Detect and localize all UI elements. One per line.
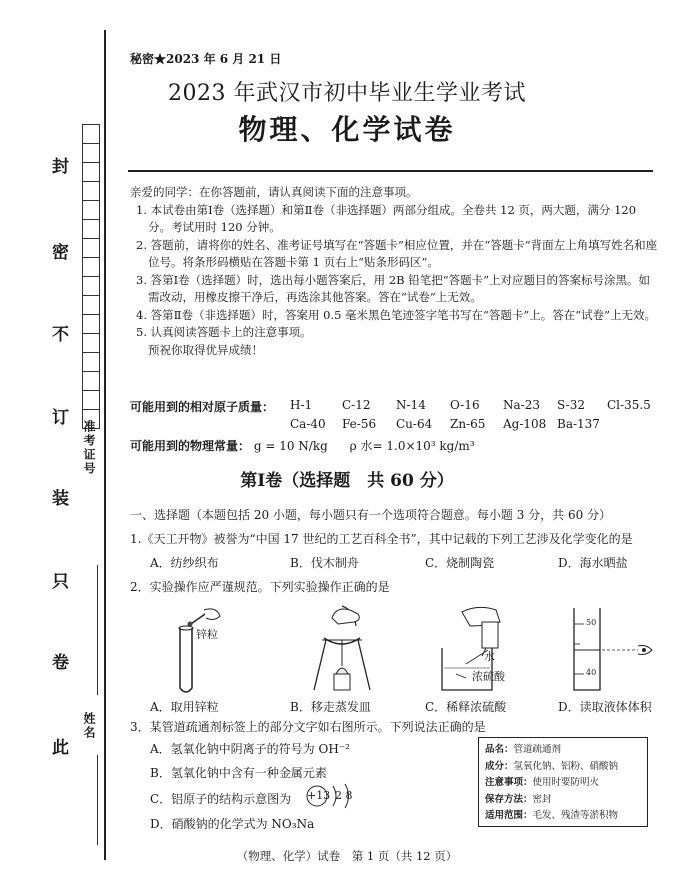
q2-option-a[interactable]: A．取用锌粒 [150, 700, 219, 714]
atomic-mass-value: Na-23 [503, 398, 540, 412]
atomic-mass-label: 可能用到的相对原子质量： [130, 400, 275, 414]
notice-block [130, 184, 660, 359]
notice-wish: 预祝你取得优异成绩！ [148, 342, 263, 357]
name-underline[interactable] [97, 565, 98, 695]
binding-char: 只 [52, 572, 69, 592]
q3-option-c[interactable]: C．铝原子的结构示意图为 [150, 792, 292, 806]
product-label-card [478, 737, 648, 827]
binding-char: 订 [52, 408, 69, 428]
name-label: 姓名 [82, 712, 96, 740]
name-underline[interactable] [97, 755, 98, 845]
binding-char: 封 [52, 157, 69, 177]
q1-option-d[interactable]: D．海水晒盐 [558, 556, 628, 570]
physics-constants-label: 可能用到的物理常量： [130, 439, 251, 453]
secret-line: 秘密★2023 年 6 月 21 日 [130, 52, 282, 66]
exam-id-grid[interactable] [82, 124, 100, 429]
atomic-mass-value: Ag-108 [503, 417, 547, 431]
atomic-mass-value: N-14 [396, 398, 426, 412]
notice-item: 4. 答第Ⅱ卷（非选择题）时，答案用 0.5 毫米黑色笔迹签字笔书写在“答题卡”上。答在“试卷”上无效。 [136, 307, 657, 322]
water-density: ρ 水= 1.0×10³ kg/m³ [349, 439, 475, 453]
notice-item: 1. 本试卷由第Ⅰ卷（选择题）和第Ⅱ卷（非选择题）两部分组成。全卷共 12 页，两大题，满分 120 分。考试用时 120 分钟。 [136, 202, 637, 234]
notice-greeting: 亲爱的同学：在你答题前，请认真阅读下面的注意事项。 [130, 185, 418, 199]
atomic-mass-value: Ba-137 [557, 417, 600, 431]
atomic-mass-value: H-1 [290, 398, 313, 412]
binding-char: 卷 [52, 653, 69, 673]
figure-evaporating-dish [292, 604, 392, 696]
binding-char: 密 [52, 243, 69, 263]
physics-constants [130, 437, 475, 454]
atomic-mass-value: Fe-56 [342, 417, 377, 431]
atomic-mass-value: S-32 [557, 398, 585, 412]
atomic-mass-value: Cl-35.5 [607, 398, 651, 412]
paper-title: 物理、化学试卷 [238, 113, 456, 146]
label-row: 适用范围：毛发、残渣等淤积物 [485, 810, 619, 821]
atom-shell-electrons: 2 8 [335, 789, 353, 802]
header-divider [128, 170, 653, 172]
label-row: 保存方法：密封 [485, 793, 552, 805]
zinc-label: 锌粒 [196, 628, 218, 641]
question-1-stem: 1.《天工开物》被誉为“中国 17 世纪的工艺百科全书”，其中记载的下列工艺涉及化学变化的是 [130, 532, 633, 546]
exam-title: 2023 年武汉市初中毕业生学业考试 [168, 81, 526, 106]
exam-id-label: 准考证号 [82, 420, 96, 476]
atomic-mass-value: C-12 [342, 398, 371, 412]
atomic-mass-row [130, 398, 274, 415]
q3-option-a[interactable]: A．氢氧化钠中阴离子的符号为 OH⁻² [150, 742, 350, 756]
label-row: 成分：氢氧化钠、铝粉、硝酸钠 [485, 760, 619, 772]
q3-option-d[interactable]: D．硝酸钠的化学式为 NO₃Na [150, 817, 315, 831]
label-row: 注意事项：使用时要防明火 [485, 777, 600, 788]
scale-50-label: 50 [586, 618, 597, 627]
figure-zinc-tube [160, 606, 270, 698]
page-footer: （物理、化学）试卷 第 1 页（共 12 页） [236, 849, 458, 863]
binding-char: 不 [52, 325, 69, 345]
binding-char: 此 [52, 738, 69, 758]
scale-40-label: 40 [586, 668, 597, 677]
water-label: 水 [484, 650, 495, 663]
q3-option-b[interactable]: B．氢氧化钠中含有一种金属元素 [150, 766, 327, 780]
section-title: 第Ⅰ卷（选择题 共 60 分） [240, 471, 454, 491]
atomic-mass-value: Cu-64 [396, 417, 433, 431]
question-2-stem: 2．实验操作应严谨规范。下列实验操作正确的是 [130, 580, 390, 594]
question-3-stem: 3．某管道疏通剂标签上的部分文字如右图所示。下列说法正确的是 [130, 720, 486, 734]
atom-nucleus-charge: +13 [307, 789, 331, 802]
label-row: 品名：管道疏通剂 [485, 744, 562, 755]
atomic-mass-value: Ca-40 [290, 417, 326, 431]
q2-option-b[interactable]: B．移走蒸发皿 [290, 700, 371, 714]
q1-option-b[interactable]: B．伐木制舟 [290, 556, 359, 570]
notice-item: 5. 认真阅读答题卡上的注意事项。 [136, 325, 312, 339]
figure-graduated-cylinder [566, 604, 656, 696]
notice-item: 2. 答题前，请将你的姓名、准考证号填写在“答题卡”相应位置，并在“答题卡”背面左上角填写姓名和座位号。将条形码横贴在答题卡第 1 页右上“贴条形码区”。 [136, 237, 658, 269]
q2-option-d[interactable]: D．读取液体体积 [558, 700, 652, 714]
section-intro: 一、选择题（本题包括 20 小题，每小题只有一个选项符合题意。每小题 3 分，共 60 分） [130, 508, 612, 522]
gravity-constant: g = 10 N/kg [253, 439, 328, 453]
atomic-mass-value: O-16 [450, 398, 480, 412]
q1-option-c[interactable]: C．烧制陶瓷 [425, 556, 495, 570]
q2-option-c[interactable]: C．稀释浓硫酸 [425, 700, 507, 714]
q1-option-a[interactable]: A．纺纱织布 [150, 556, 219, 570]
binding-line [104, 30, 106, 860]
acid-label: 浓硫酸 [472, 670, 505, 683]
binding-char: 装 [52, 489, 69, 509]
notice-item: 3. 答第Ⅰ卷（选择题）时，选出每小题答案后，用 2B 铅笔把“答题卡”上对应题目的答案标号涂黑。如需改动，用橡皮擦干净后，再选涂其他答案。答在“试卷”上无效。 [136, 272, 651, 304]
atomic-mass-value: Zn-65 [450, 417, 486, 431]
